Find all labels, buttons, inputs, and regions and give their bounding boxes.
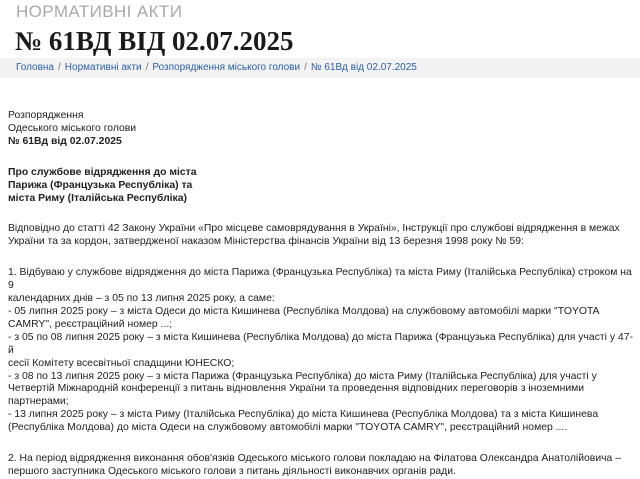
item-line: сесії Комітету всесвітньої спадщини ЮНЕСКО; (8, 357, 235, 369)
document-subject (8, 167, 634, 206)
item-line: першого заступника Одеського міського голови з питань діяльності виконавчих органів ради. (8, 465, 456, 477)
breadcrumb-mayor-orders-link[interactable]: Розпорядження міського голови (152, 62, 301, 73)
breadcrumb-current-link[interactable]: № 61Вд від 02.07.2025 (310, 62, 417, 73)
breadcrumb-separator: / (58, 62, 61, 73)
subject-line: Парижа (Французька Республіка) та (8, 179, 193, 191)
item-line: (Республіка Молдова) до міста Одеси на службовому автомобілі марки "TOYOTA CAMRY", реєстраційний номер .... (8, 422, 568, 434)
breadcrumb (0, 58, 640, 78)
page-title: № 61ВД ВІД 02.07.2025 (15, 26, 294, 56)
subject-line: Про службове відрядження до міста (8, 166, 197, 178)
document-item-2 (8, 453, 634, 479)
item-line: CAMRY", реєстраційний номер ...; (8, 318, 173, 330)
document-type: Розпорядження (8, 110, 84, 121)
document-number: № 61Вд від 02.07.2025 (8, 135, 122, 147)
item-line: Четвертій Міжнародній конференції з питань відновлення України та проведення відповідних переговорів з іноземними (8, 383, 585, 395)
preamble-line: Відповідно до статті 42 Закону України «Про місцеве самоврядування в Україні», Інструкції про службові відрядження в межах (8, 223, 620, 235)
preamble-line: України та за кордон, затвердженої наказом Міністерства фінансів України від 13 березня 1998 року № 59: (8, 236, 524, 248)
item-line: - 05 липня 2025 року – з міста Одеси до міста Кишинева (Республіка Молдова) на службовому автомобілі марки "TOYOTA (8, 305, 600, 317)
item-line: - з 08 по 13 липня 2025 року – з міста Парижа (Французька Республіка) до міста Риму (Італійська Республіка) для участі у (8, 370, 597, 382)
item-line: - 13 липня 2025 року – з міста Риму (Італійська Республіка) до міста Кишинева (Республіка Молдова) та з міста Кишинева (8, 409, 599, 421)
document-preamble (8, 223, 634, 249)
item-line: 1. Відбуваю у службове відрядження до міста Парижа (Французька Республіка) та міста Риму (Італійська Республіка) строком на 9 (8, 267, 632, 292)
document-body (8, 110, 634, 479)
breadcrumb-normative-acts-link[interactable]: Нормативні акти (64, 62, 142, 73)
document-issuer: Одеського міського голови (8, 122, 137, 134)
breadcrumb-separator: / (304, 62, 307, 73)
document-item-1 (8, 267, 634, 435)
item-line: 2. На період відрядження виконання обов'язків Одеського міського голови покладаю на Філатова Олександра Анатолійовича – (8, 453, 621, 465)
item-line: партнерами; (8, 396, 69, 408)
item-line: - з 05 по 08 липня 2025 року – з міста Кишинева (Республіка Молдова) до міста Парижа (Французька Республіка) для участі у 47-й (8, 331, 633, 356)
breadcrumb-separator: / (145, 62, 149, 73)
subject-line: міста Риму (Італійська Республіка) (8, 192, 187, 204)
breadcrumb-home-link[interactable]: Головна (16, 62, 54, 73)
section-label: НОРМАТИВНІ АКТИ (16, 2, 183, 21)
item-line: календарних днів – з 05 по 13 липня 2025 року, а саме: (8, 293, 275, 305)
